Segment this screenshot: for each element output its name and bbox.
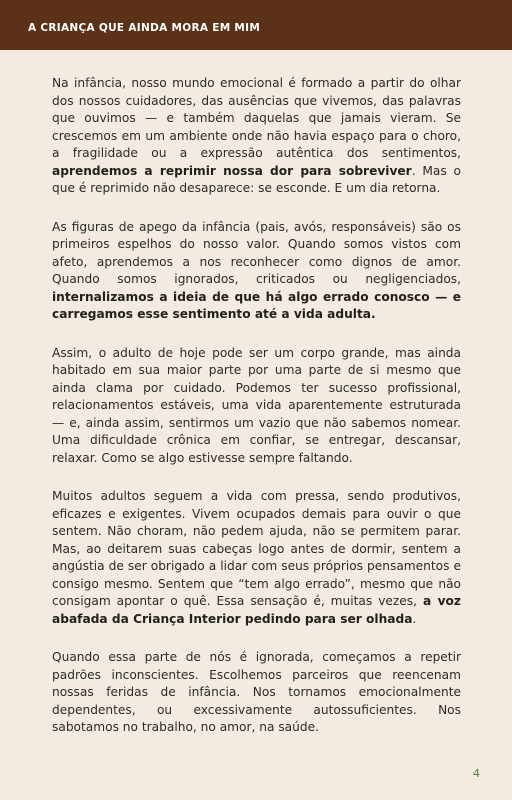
paragraph-5-text: Quando essa parte de nós é ignorada, começamos a repetir padrões inconscientes. Escolhemos parceiros que reencenam nossas feridas de infância. Nos tornamos emocionalmente dependentes, ou excessivamente autossuficientes. Nos sabotamos no trabalho, no amor, na saúde. [52,650,461,734]
paragraph-4-text-end: . [412,611,417,626]
paragraph-1-text-end: . Mas o que é reprimido não desaparece: se esconde. E um dia retorna. [52,163,461,195]
paragraph-1-text: Na infância, nosso mundo emocional é formado a partir do olhar dos nossos cuidadores, das ausências que vivemos, das palavras que ouvimos — e também daquelas que jamais vieram. Se crescemos em um ambiente onde não havia espaço para o choro, a fragilidade ou a expressão autêntica dos sentimentos, [52,76,461,160]
paragraph-2-text: As figuras de apego da infância (pais, avós, responsáveis) são os primeiros espelhos do nosso valor. Quando somos vistos com afeto, aprendemos a nos reconhecer como dignos de amor. Quando somos ignorados, criticados ou negligenciados, [52,219,461,286]
paragraph-4-emphasis: a voz abafada da Criança Interior pedindo para ser olhada [52,594,461,626]
paragraph-2-emphasis: internalizamos a ideia de que há algo errado conosco — e carregamos esse sentimento até a vida adulta. [52,289,461,321]
paragraph-3-text: Assim, o adulto de hoje pode ser um corpo grande, mas ainda habitado em sua maior parte por uma parte de si mesmo que ainda clama por cuidado. Podemos ter sucesso profissional, relacionamentos estáveis, uma vida aparentemente estruturada — e, ainda assim, sentirmos um vazio que não sabemos nomear. Uma dificuldade crônica em confiar, se entregar, descansar, relaxar. Como se algo estivesse sempre faltando. [52,345,461,465]
header-title: A CRIANÇA QUE AINDA MORA EM MIM [28,22,261,34]
paragraph-3 [52,345,461,468]
page-header [0,0,512,50]
paragraph-5 [52,649,461,737]
paragraph-4 [52,488,461,628]
paragraph-1 [52,75,461,198]
paragraph-4-text: Muitos adultos seguem a vida com pressa, sendo produtivos, eficazes e exigentes. Vivem ocupados demais para ouvir o que sentem. Não choram, não pedem ajuda, não se permitem parar. Mas, ao deitarem suas cabeças logo antes de dormir, sentem a angústia de ser obrigado a lidar com seus próprios pensamentos e consigo mesmo. Sentem que “tem algo errado”, mesmo que não consigam apontar o quê. Essa sensação é, muitas vezes, [52,489,461,608]
paragraph-2 [52,219,461,324]
body-text [52,75,461,758]
paragraph-1-emphasis: aprendemos a reprimir nossa dor para sobreviver [52,163,412,178]
page-number: 4 [473,767,480,780]
